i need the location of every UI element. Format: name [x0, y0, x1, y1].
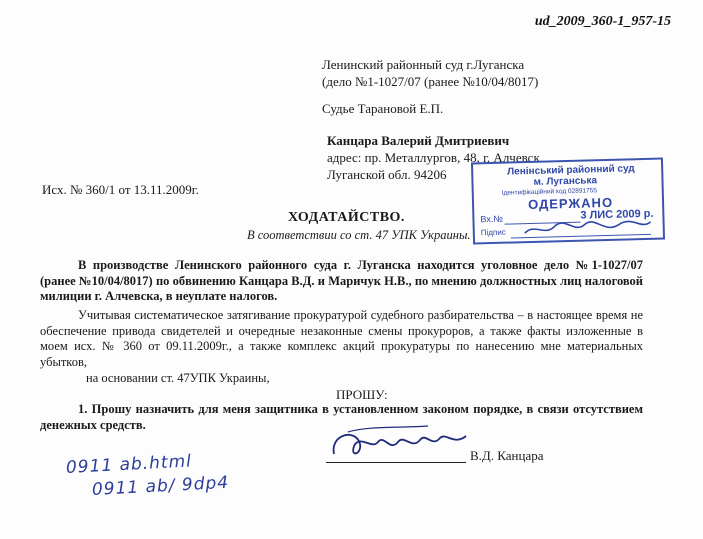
addressee-court: Ленинский районный суд г.Луганска [322, 57, 525, 72]
stamp-sign-label: Підпис [480, 227, 506, 238]
request-heading: ПРОШУ: [336, 387, 388, 402]
outgoing-reference: Исх. № 360/1 от 13.11.2009г. [42, 182, 199, 197]
handwritten-note-2: 0911 ab/ 9dp4 [91, 472, 230, 500]
stamp-court-line: Ленінський районний суд [507, 163, 635, 178]
document-title: ХОДАТАЙСТВО. [288, 210, 405, 225]
sender-region: Луганской обл. 94206 [327, 167, 447, 182]
stamp-city-line: м. Луганська [533, 175, 598, 188]
sender-name: Канцара Валерий Дмитриевич [327, 133, 510, 148]
stamp-received-label: ОДЕРЖАНО [527, 194, 614, 213]
stamp-code-line: Ідентифікаційний код 02891755 [501, 187, 598, 197]
document-subtitle: В соответствии со ст. 47 УПК Украины. [247, 228, 471, 242]
stamp-handwritten-signature-icon [523, 218, 653, 239]
handwritten-note-1: 0911 ab.html [65, 451, 193, 478]
request-item-1: 1. Прошу назначить для меня защитника в установленном законом порядке, в связи отсутствием денежных средств. [40, 402, 643, 432]
court-received-stamp [471, 158, 665, 245]
handwritten-signature-icon [328, 424, 470, 464]
addressee-case: (дело №1-1027/07 (ранее №10/04/8017) [322, 74, 539, 89]
stamp-incoming-label: Вх.№ [480, 213, 504, 225]
signature-name: В.Д. Канцара [470, 448, 544, 463]
stamp-date: 3 ЛИС 2009 р. [580, 207, 654, 222]
body-paragraph-1: В производстве Ленинского районного суда г. Луганска находится уголовное дело №1-1027/07 (ранее №10/04/8017) по обвинению Канцара В.Д. и Маричук Н.В., по мнению должностных лиц налоговой милиции г. Алчевска, в неуплате налогов. [40, 258, 643, 303]
document-id: ud_2009_360-1_957-15 [534, 14, 671, 29]
legal-basis: на основании ст. 47УПК Украины, [86, 371, 270, 385]
addressee-judge: Судье Тарановой Е.П. [322, 101, 444, 116]
body-paragraph-2: Учитывая систематическое затягивание прокуратурой судебного разбирательства – в настоящее время не обеспечение привода свидетелей и очередные незаконные смены прокуроров, а также факты изложенные в моем исх. № 360 от 09.11.2009г., а также комплекс акций прокуратуры по нанесению мне материальных убытков, [40, 308, 643, 369]
signature-line [326, 462, 466, 463]
sender-address: адрес: пр. Металлургов, 48, г. Алчевск [327, 150, 540, 165]
